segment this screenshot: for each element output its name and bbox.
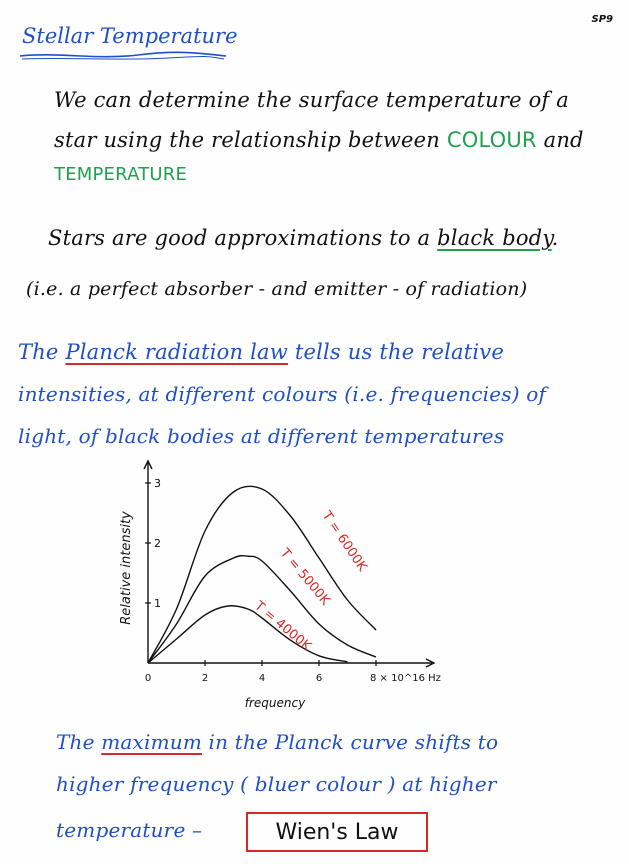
page-number: SP9: [591, 14, 613, 25]
para2-line2: (i.e. a perfect absorber - and emitter - of radiation): [26, 278, 528, 300]
page-title: Stellar Temperature: [22, 24, 238, 48]
para4-line2: higher frequency ( bluer colour ) at higher: [56, 772, 497, 796]
para1-line2: [54, 128, 584, 152]
para2-line1-prefix: Stars are good approximations to a: [48, 226, 438, 250]
x-tick-label: 0: [144, 673, 152, 684]
black-body-term: black body: [437, 226, 552, 250]
para3-line1: [18, 340, 504, 364]
para1-line1: We can determine the surface temperature of a: [54, 88, 569, 112]
para4-line1-suffix: in the Planck curve shifts to: [202, 730, 499, 754]
colour-word: COLOUR: [446, 128, 537, 152]
planck-law-term: Planck radiation law: [65, 340, 288, 364]
para3-line2: intensities, at different colours (i.e. frequencies) of: [18, 382, 547, 406]
x-tick-label: 4: [258, 673, 266, 684]
wiens-law-box: Wien's Law: [246, 812, 428, 852]
x-axis-title: frequency: [244, 696, 306, 710]
para3-line3: light, of black bodies at different temperatures: [18, 424, 505, 448]
para3-line1-suffix: tells us the relative: [287, 340, 504, 364]
para4-line1: [56, 730, 498, 754]
curve-label-5000k: T = 5000K: [276, 545, 333, 609]
x-tick-label: 2: [201, 673, 209, 684]
curve-4000k: [148, 606, 348, 663]
title-underline: [18, 50, 228, 62]
curve-6000k: [148, 486, 376, 663]
para2-line1: [48, 226, 559, 250]
chart-curves: [148, 486, 376, 663]
temperature-word: TEMPERATURE: [54, 164, 188, 185]
chart-labels: [119, 477, 441, 710]
para4-line3: temperature –: [56, 818, 203, 842]
para4-line1-prefix: The: [56, 730, 102, 754]
curve-label-6000k: T = 6000K: [318, 508, 370, 575]
y-axis-title: Relative intensity: [119, 511, 134, 625]
para2-line1-suffix: .: [551, 226, 559, 250]
curve-label-4000k: T = 4000K: [251, 598, 314, 655]
x-tick-label: 8 × 10^16 Hz: [370, 673, 441, 684]
para3-line1-prefix: The: [18, 340, 66, 364]
y-tick-label: 2: [154, 537, 161, 550]
maximum-term: maximum: [101, 730, 202, 754]
y-tick-label: 1: [154, 597, 161, 610]
para1-line2-prefix: star using the relationship between: [54, 128, 447, 152]
x-tick-label: 6: [315, 673, 323, 684]
para1-line2-suffix: and: [536, 128, 584, 152]
planck-curve-chart: [100, 455, 450, 715]
y-tick-label: 3: [154, 477, 161, 490]
